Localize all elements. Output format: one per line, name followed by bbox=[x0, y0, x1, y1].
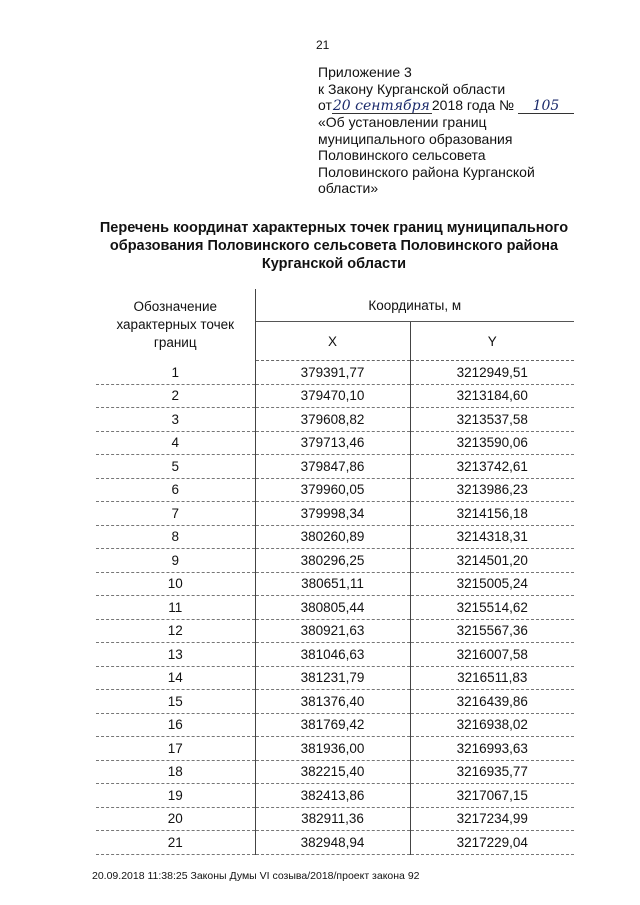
point-number: 5 bbox=[96, 455, 255, 479]
year-text: 2018 года № bbox=[431, 97, 515, 113]
coord-y: 3216511,83 bbox=[410, 666, 574, 690]
point-number: 10 bbox=[96, 572, 255, 596]
table-row bbox=[96, 408, 574, 432]
handwritten-number: 105 bbox=[518, 99, 574, 114]
coord-y: 3217067,15 bbox=[410, 784, 574, 808]
coord-y: 3213184,60 bbox=[410, 384, 574, 408]
coord-x: 379470,10 bbox=[255, 384, 410, 408]
coord-y: 3217229,04 bbox=[410, 831, 574, 855]
point-number: 13 bbox=[96, 643, 255, 667]
coord-x: 379608,82 bbox=[255, 408, 410, 432]
coord-x: 380651,11 bbox=[255, 572, 410, 596]
coord-x: 382948,94 bbox=[255, 831, 410, 855]
point-number: 20 bbox=[96, 807, 255, 831]
point-number: 14 bbox=[96, 666, 255, 690]
coord-y: 3215567,36 bbox=[410, 619, 574, 643]
point-number: 18 bbox=[96, 760, 255, 784]
appendix-header bbox=[318, 64, 608, 197]
point-number: 17 bbox=[96, 737, 255, 761]
coord-x: 382911,36 bbox=[255, 807, 410, 831]
header-y: Y bbox=[410, 322, 574, 361]
coord-y: 3216993,63 bbox=[410, 737, 574, 761]
coord-x: 382215,40 bbox=[255, 760, 410, 784]
header-x: X bbox=[255, 322, 410, 361]
coord-y: 3216007,58 bbox=[410, 643, 574, 667]
point-number: 1 bbox=[96, 361, 255, 385]
page-number: 21 bbox=[316, 38, 330, 52]
coord-y: 3217234,99 bbox=[410, 807, 574, 831]
point-number: 2 bbox=[96, 384, 255, 408]
appendix-subject-line: муниципального образования bbox=[318, 130, 513, 147]
table-row bbox=[96, 455, 574, 479]
coord-y: 3213986,23 bbox=[410, 478, 574, 502]
point-number: 3 bbox=[96, 408, 255, 432]
coord-y: 3215005,24 bbox=[410, 572, 574, 596]
coord-x: 379713,46 bbox=[255, 431, 410, 455]
table-row bbox=[96, 760, 574, 784]
header-coordinates: Координаты, м bbox=[255, 289, 574, 322]
point-number: 16 bbox=[96, 713, 255, 737]
point-number: 19 bbox=[96, 784, 255, 808]
point-number: 12 bbox=[96, 619, 255, 643]
point-number: 6 bbox=[96, 478, 255, 502]
table-row bbox=[96, 831, 574, 855]
appendix-law: к Закону Курганской области bbox=[318, 80, 506, 97]
table-row bbox=[96, 690, 574, 714]
coord-x: 379998,34 bbox=[255, 502, 410, 526]
coord-x: 379960,05 bbox=[255, 478, 410, 502]
point-number: 7 bbox=[96, 502, 255, 526]
table-body bbox=[96, 361, 574, 855]
handwritten-date: 20 сентября bbox=[332, 99, 432, 114]
table-row bbox=[96, 737, 574, 761]
coord-x: 379391,77 bbox=[255, 361, 410, 385]
table-row bbox=[96, 384, 574, 408]
appendix-date-line bbox=[318, 97, 608, 114]
coord-y: 3213590,06 bbox=[410, 431, 574, 455]
point-number: 21 bbox=[96, 831, 255, 855]
table-row bbox=[96, 572, 574, 596]
table-row bbox=[96, 596, 574, 620]
table-row bbox=[96, 478, 574, 502]
coord-y: 3216935,77 bbox=[410, 760, 574, 784]
coord-y: 3216938,02 bbox=[410, 713, 574, 737]
table-row bbox=[96, 666, 574, 690]
coord-x: 379847,86 bbox=[255, 455, 410, 479]
coord-y: 3214156,18 bbox=[410, 502, 574, 526]
table-row bbox=[96, 525, 574, 549]
coordinates-table bbox=[96, 289, 574, 855]
table-row bbox=[96, 643, 574, 667]
coord-x: 381376,40 bbox=[255, 690, 410, 714]
table-row bbox=[96, 431, 574, 455]
point-number: 4 bbox=[96, 431, 255, 455]
appendix-subject-line: Половинского района Курганской bbox=[318, 163, 535, 180]
footer-stamp: 20.09.2018 11:38:25 Законы Думы VI созыва/2018/проект закона 92 bbox=[92, 870, 420, 882]
coord-y: 3215514,62 bbox=[410, 596, 574, 620]
date-prefix: от bbox=[318, 97, 332, 113]
coord-x: 380921,63 bbox=[255, 619, 410, 643]
coord-y: 3213742,61 bbox=[410, 455, 574, 479]
table-row bbox=[96, 502, 574, 526]
coord-x: 380296,25 bbox=[255, 549, 410, 573]
coord-x: 380805,44 bbox=[255, 596, 410, 620]
coord-y: 3212949,51 bbox=[410, 361, 574, 385]
appendix-subject-line: Половинского сельсовета bbox=[318, 147, 486, 163]
point-number: 8 bbox=[96, 525, 255, 549]
coord-x: 381231,79 bbox=[255, 666, 410, 690]
coord-x: 381046,63 bbox=[255, 643, 410, 667]
appendix-title: Приложение 3 bbox=[318, 64, 412, 80]
table-row bbox=[96, 549, 574, 573]
coord-x: 380260,89 bbox=[255, 525, 410, 549]
appendix-subject-line: области» bbox=[318, 180, 379, 196]
coord-y: 3214501,20 bbox=[410, 549, 574, 573]
point-number: 11 bbox=[96, 596, 255, 620]
coord-x: 381769,42 bbox=[255, 713, 410, 737]
point-number: 15 bbox=[96, 690, 255, 714]
coord-y: 3216439,86 bbox=[410, 690, 574, 714]
header-point-designation: Обозначение характерных точек границ bbox=[96, 289, 255, 361]
table-row bbox=[96, 807, 574, 831]
table-row bbox=[96, 784, 574, 808]
coord-y: 3214318,31 bbox=[410, 525, 574, 549]
table-row bbox=[96, 713, 574, 737]
appendix-subject-line: «Об установлении границ bbox=[318, 114, 487, 130]
document-title: Перечень координат характерных точек границ муниципального образования Половинского сельсовета Половинского района Курганской области bbox=[99, 220, 569, 272]
coord-y: 3213537,58 bbox=[410, 408, 574, 432]
coord-x: 381936,00 bbox=[255, 737, 410, 761]
table-row bbox=[96, 361, 574, 385]
point-number: 9 bbox=[96, 549, 255, 573]
coord-x: 382413,86 bbox=[255, 784, 410, 808]
table-row bbox=[96, 619, 574, 643]
